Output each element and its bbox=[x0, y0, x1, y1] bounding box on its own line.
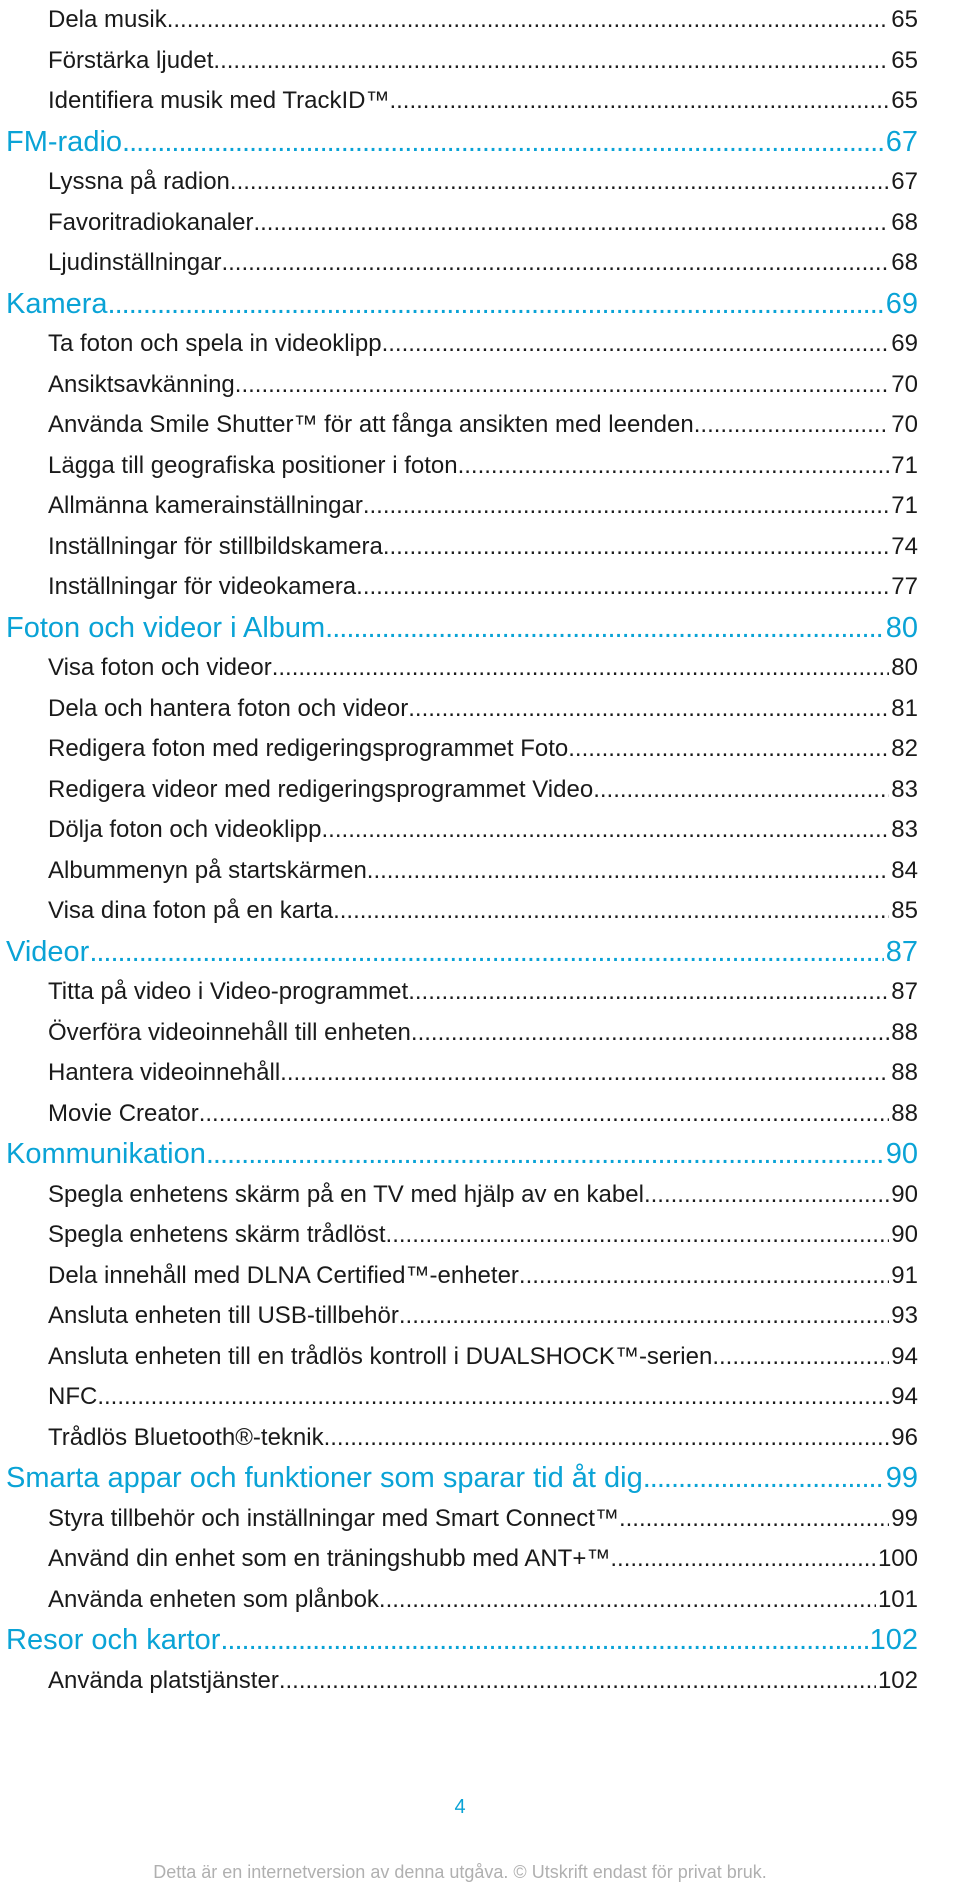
toc-entry-row[interactable] bbox=[0, 81, 960, 122]
toc-section-row[interactable] bbox=[0, 1458, 960, 1499]
toc-page-number: 68 bbox=[891, 208, 918, 236]
toc-page-number: 88 bbox=[891, 1018, 918, 1046]
toc-title: Lyssna på radion bbox=[48, 168, 230, 195]
toc-entry-row[interactable] bbox=[0, 851, 960, 892]
toc-page-number: 101 bbox=[877, 1585, 918, 1613]
toc-title: Inställningar för videokamera bbox=[48, 573, 357, 600]
dot-leader bbox=[122, 122, 884, 163]
toc-title: Ansluta enheten till en trådlös kontroll i DUALSHOCK™-serien bbox=[48, 1342, 713, 1370]
toc-entry-row[interactable] bbox=[0, 689, 960, 730]
toc-entry-row[interactable] bbox=[0, 891, 960, 932]
toc-page-number: 90 bbox=[891, 1180, 918, 1208]
toc-title: Styra tillbehör och inställningar med Smart Connect™ bbox=[48, 1504, 619, 1532]
toc-entry-row[interactable] bbox=[0, 405, 960, 446]
toc-page-number: 87 bbox=[885, 935, 918, 968]
dot-leader bbox=[325, 608, 884, 649]
toc-section-row[interactable] bbox=[0, 932, 960, 973]
toc-page-number: 93 bbox=[891, 1302, 918, 1329]
toc-entry-row[interactable] bbox=[0, 162, 960, 203]
toc-page-number: 74 bbox=[891, 532, 918, 560]
toc-title: Albummenyn på startskärmen bbox=[48, 856, 367, 884]
toc-title: NFC bbox=[48, 1383, 98, 1410]
dot-leader bbox=[322, 810, 890, 851]
toc-title: Använd din enhet som en träningshubb med ANT+™ bbox=[48, 1545, 611, 1572]
toc-entry-row[interactable] bbox=[0, 1539, 960, 1580]
dot-leader bbox=[363, 486, 889, 527]
toc-title: Kamera bbox=[6, 287, 108, 320]
toc-entry-row[interactable] bbox=[0, 1215, 960, 1256]
toc-entry-row[interactable] bbox=[0, 1337, 960, 1378]
dot-leader bbox=[383, 527, 889, 568]
dot-leader bbox=[279, 1661, 876, 1702]
toc-entry-row[interactable] bbox=[0, 648, 960, 689]
toc-title: Trådlös Bluetooth®-teknik bbox=[48, 1423, 324, 1451]
toc-entry-row[interactable] bbox=[0, 203, 960, 244]
dot-leader bbox=[694, 405, 890, 446]
toc-entry-row[interactable] bbox=[0, 1580, 960, 1621]
toc-title: Ljudinställningar bbox=[48, 249, 222, 276]
dot-leader bbox=[408, 972, 889, 1013]
toc-title: Visa foton och videor bbox=[48, 654, 272, 681]
toc-page-number: 80 bbox=[891, 654, 918, 681]
toc-entry-row[interactable] bbox=[0, 527, 960, 568]
toc-entry-row[interactable] bbox=[0, 1053, 960, 1094]
toc-page-number: 81 bbox=[891, 694, 918, 722]
toc-title: Dela innehåll med DLNA Certified™-enheter bbox=[48, 1261, 519, 1289]
toc-title: Spegla enhetens skärm trådlöst bbox=[48, 1221, 386, 1248]
dot-leader bbox=[230, 162, 889, 203]
toc-title: Ansluta enheten till USB-tillbehör bbox=[48, 1302, 399, 1329]
dot-leader bbox=[253, 203, 889, 244]
toc-page-number: 94 bbox=[891, 1383, 918, 1410]
toc-title: Lägga till geografiska positioner i foton bbox=[48, 451, 458, 479]
toc-page-number: 69 bbox=[885, 287, 918, 320]
toc-entry-row[interactable] bbox=[0, 1377, 960, 1418]
toc-page-number: 67 bbox=[885, 125, 918, 158]
toc-page-number: 83 bbox=[891, 775, 918, 803]
dot-leader bbox=[408, 689, 889, 730]
toc-entry-row[interactable] bbox=[0, 1175, 960, 1216]
toc-title: Foton och videor i Album bbox=[6, 611, 326, 644]
dot-leader bbox=[643, 1458, 884, 1499]
toc-page-number: 99 bbox=[891, 1504, 918, 1532]
toc-title: Ansiktsavkänning bbox=[48, 370, 235, 398]
toc-page-number: 102 bbox=[877, 1666, 918, 1694]
toc-page-number: 83 bbox=[891, 816, 918, 843]
toc-entry-row[interactable] bbox=[0, 446, 960, 487]
toc-entry-row[interactable] bbox=[0, 41, 960, 82]
toc-title: Använda enheten som plånbok bbox=[48, 1585, 379, 1613]
toc-page-number: 100 bbox=[877, 1545, 918, 1572]
dot-leader bbox=[89, 932, 883, 973]
toc-section-row[interactable] bbox=[0, 122, 960, 163]
toc-entry-row[interactable] bbox=[0, 770, 960, 811]
toc-entry-row[interactable] bbox=[0, 365, 960, 406]
toc-entry-row[interactable] bbox=[0, 324, 960, 365]
dot-leader bbox=[399, 1296, 889, 1337]
toc-page-number: 82 bbox=[891, 735, 918, 762]
toc-section-row[interactable] bbox=[0, 608, 960, 649]
dot-leader bbox=[199, 1094, 890, 1135]
toc-page-number: 88 bbox=[891, 1099, 918, 1127]
toc-page-number: 70 bbox=[891, 370, 918, 398]
toc-page-number: 96 bbox=[891, 1423, 918, 1451]
toc-entry-row[interactable] bbox=[0, 1661, 960, 1702]
toc-section-row[interactable] bbox=[0, 1620, 960, 1661]
toc-title: Identifiera musik med TrackID™ bbox=[48, 87, 390, 114]
toc-title: FM-radio bbox=[6, 125, 123, 158]
dot-leader bbox=[220, 1620, 867, 1661]
dot-leader bbox=[568, 729, 889, 770]
toc-page-number: 99 bbox=[885, 1462, 918, 1494]
toc-title: Överföra videoinnehåll till enheten bbox=[48, 1018, 411, 1046]
dot-leader bbox=[367, 851, 890, 892]
toc-title: Smarta appar och funktioner som sparar tid åt dig bbox=[6, 1462, 643, 1494]
toc-page-number: 71 bbox=[891, 451, 918, 479]
toc-entry-row[interactable] bbox=[0, 1256, 960, 1297]
toc-title: Ta foton och spela in videoklipp bbox=[48, 330, 382, 357]
dot-leader bbox=[206, 1134, 884, 1175]
toc-title: Movie Creator bbox=[48, 1099, 199, 1127]
toc-page-number: 68 bbox=[891, 249, 918, 276]
dot-leader bbox=[712, 1337, 889, 1378]
toc-page-number: 90 bbox=[891, 1221, 918, 1248]
toc-title: Förstärka ljudet bbox=[48, 46, 214, 74]
toc-page-number: 102 bbox=[869, 1624, 918, 1656]
dot-leader bbox=[411, 1013, 889, 1054]
toc-title: Använda Smile Shutter™ för att fånga ansikten med leenden bbox=[48, 411, 694, 438]
dot-leader bbox=[619, 1499, 889, 1540]
toc-page-number: 80 bbox=[885, 611, 918, 644]
toc-page-number: 70 bbox=[891, 411, 918, 438]
toc-title: Dölja foton och videoklipp bbox=[48, 816, 322, 843]
toc-title: Resor och kartor bbox=[6, 1624, 221, 1656]
toc-page-number: 90 bbox=[885, 1138, 918, 1170]
dot-leader bbox=[108, 284, 884, 325]
toc-entry-row[interactable] bbox=[0, 1094, 960, 1135]
toc-title: Dela och hantera foton och videor bbox=[48, 694, 409, 722]
toc-entry-row[interactable] bbox=[0, 729, 960, 770]
toc-title: Visa dina foton på en karta bbox=[48, 897, 334, 924]
toc-page-number: 69 bbox=[891, 330, 918, 357]
toc-title: Allmänna kamerainställningar bbox=[48, 492, 363, 519]
toc-section-row[interactable] bbox=[0, 284, 960, 325]
toc-title: Spegla enhetens skärm på en TV med hjälp av en kabel bbox=[48, 1180, 644, 1208]
dot-leader bbox=[644, 1175, 889, 1216]
dot-leader bbox=[333, 891, 889, 932]
toc-title: Favoritradiokanaler bbox=[48, 208, 254, 236]
footer-note: Detta är en internetversion av denna utgåva. © Utskrift endast för privat bruk. bbox=[153, 1862, 767, 1882]
toc-title: Redigera foton med redigeringsprogrammet Foto bbox=[48, 735, 569, 762]
toc-page-number: 65 bbox=[891, 46, 918, 74]
toc-page-number: 84 bbox=[891, 856, 918, 884]
dot-leader bbox=[167, 0, 890, 41]
dot-leader bbox=[221, 243, 889, 284]
toc-entry-row[interactable] bbox=[0, 567, 960, 608]
toc-title: Inställningar för stillbildskamera bbox=[48, 532, 383, 560]
toc-page-number: 88 bbox=[891, 1059, 918, 1086]
dot-leader bbox=[280, 1053, 889, 1094]
toc-entry-row[interactable] bbox=[0, 1499, 960, 1540]
toc-page-number: 71 bbox=[891, 492, 918, 519]
dot-leader bbox=[593, 770, 889, 811]
toc-page-number: 65 bbox=[891, 87, 918, 114]
toc-entry-row[interactable] bbox=[0, 0, 960, 41]
dot-leader bbox=[386, 1215, 890, 1256]
toc-title: Kommunikation bbox=[6, 1138, 206, 1170]
toc-title: Titta på video i Video-programmet bbox=[48, 978, 409, 1005]
toc-page-number: 77 bbox=[891, 573, 918, 600]
dot-leader bbox=[235, 365, 890, 406]
dot-leader bbox=[324, 1418, 890, 1459]
toc-entry-row[interactable] bbox=[0, 1296, 960, 1337]
dot-leader bbox=[379, 1580, 876, 1621]
toc-entry-row[interactable] bbox=[0, 810, 960, 851]
toc-title: Använda platstjänster bbox=[48, 1666, 279, 1694]
toc-entry-row[interactable] bbox=[0, 486, 960, 527]
toc-title: Hantera videoinnehåll bbox=[48, 1059, 281, 1086]
dot-leader bbox=[356, 567, 889, 608]
toc-title: Redigera videor med redigeringsprogrammet Video bbox=[48, 775, 594, 803]
toc-page-number: 65 bbox=[891, 6, 918, 33]
toc-page-number: 85 bbox=[891, 897, 918, 924]
toc-page-number: 87 bbox=[891, 978, 918, 1005]
dot-leader bbox=[610, 1539, 876, 1580]
toc-page-number: 91 bbox=[891, 1261, 918, 1289]
toc-entry-row[interactable] bbox=[0, 1418, 960, 1459]
dot-leader bbox=[382, 324, 890, 365]
dot-leader bbox=[213, 41, 889, 82]
page-number: 4 bbox=[454, 1796, 466, 1818]
toc-entry-row[interactable] bbox=[0, 1013, 960, 1054]
dot-leader bbox=[519, 1256, 889, 1297]
dot-leader bbox=[97, 1377, 889, 1418]
toc-entry-row[interactable] bbox=[0, 972, 960, 1013]
dot-leader bbox=[458, 446, 890, 487]
toc-section-row[interactable] bbox=[0, 1134, 960, 1175]
toc-page-number: 94 bbox=[891, 1342, 918, 1370]
toc-page-number: 67 bbox=[891, 168, 918, 195]
dot-leader bbox=[389, 81, 889, 122]
toc-title: Videor bbox=[6, 935, 90, 968]
toc-entry-row[interactable] bbox=[0, 243, 960, 284]
toc-title: Dela musik bbox=[48, 6, 167, 33]
dot-leader bbox=[272, 648, 890, 689]
